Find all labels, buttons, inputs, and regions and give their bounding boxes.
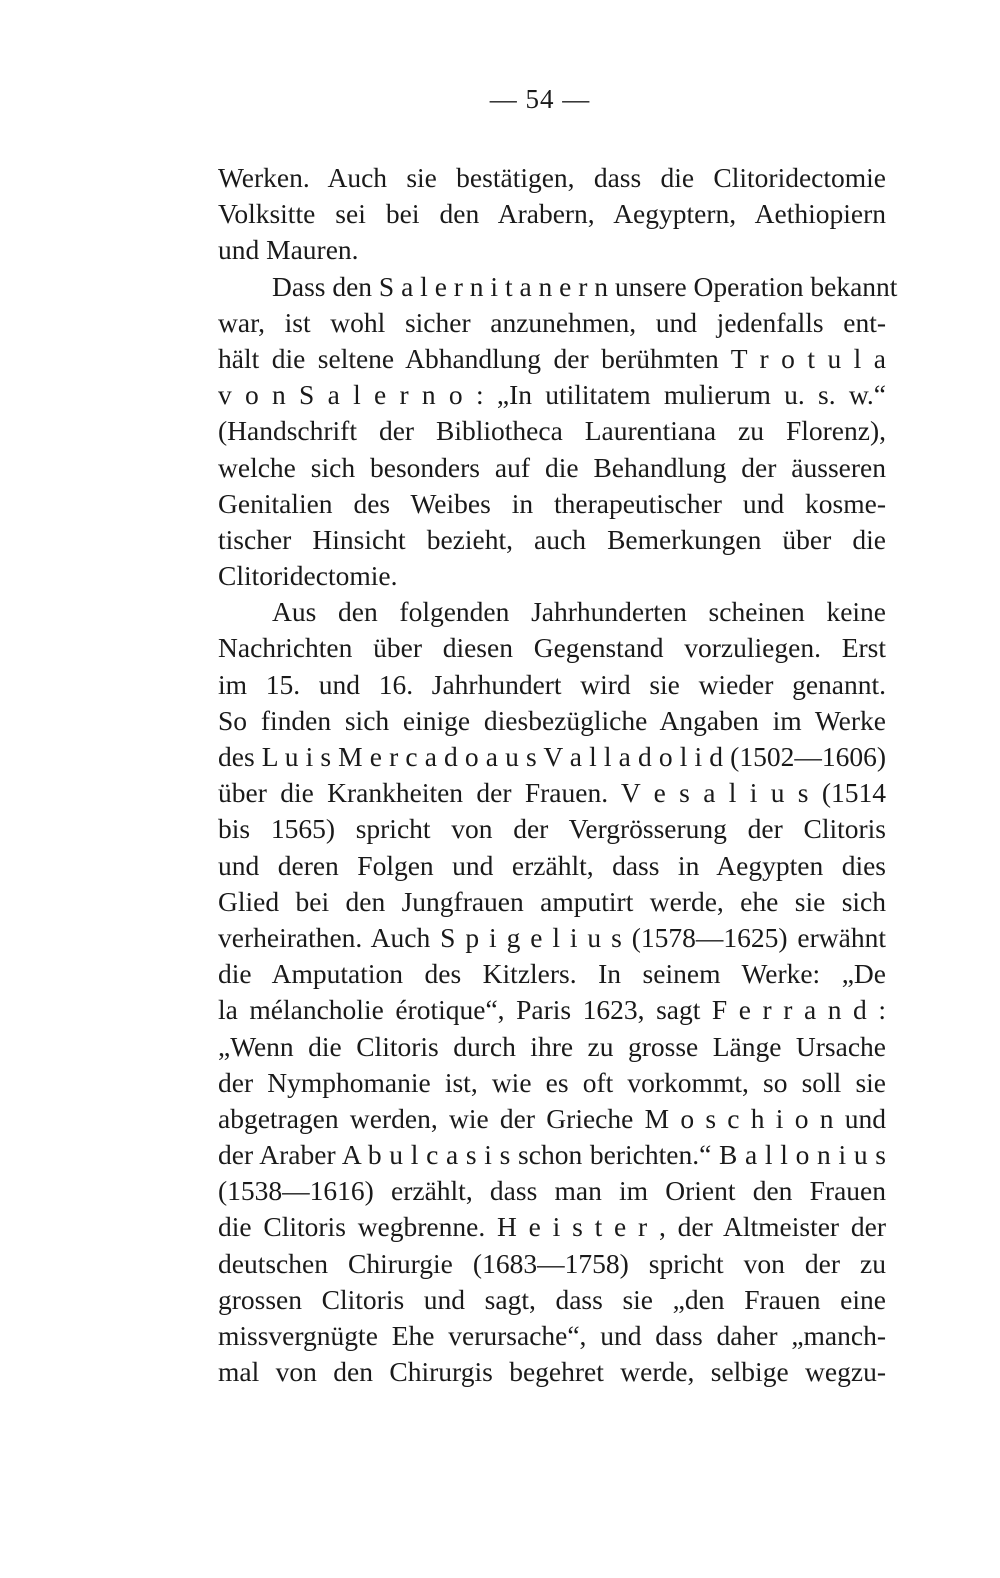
text-line: tischer Hinsicht bezieht, auch Bemerkungen über die [218, 523, 886, 555]
text-line: und deren Folgen und erzählt, dass in Aegypten dies [218, 849, 886, 881]
text-line: Werken. Auch sie bestätigen, dass die Clitoridectomie [218, 162, 886, 193]
text-line: Nachrichten über diesen Gegenstand vorzuliegen. Erst [218, 632, 886, 664]
text-line: und Mauren. [218, 234, 359, 266]
text-line: (1538—1616) erzählt, dass man im Orient den Frauen [218, 1175, 886, 1207]
text-line: im 15. und 16. Jahrhundert wird sie wieder genannt. [218, 668, 886, 700]
text-line: war, ist wohl sicher anzunehmen, und jedenfalls ent- [218, 306, 886, 338]
text-line: Genitalien des Weibes in therapeutischer und kosme- [218, 487, 886, 519]
text-line: die Amputation des Kitzlers. In seinem Werke: „De [218, 958, 886, 990]
text-line: grossen Clitoris und sagt, dass sie „den Frauen eine [218, 1283, 886, 1315]
text-line: der Araber A b u l c a s i s schon berichten.“ B a l l o n i u s [218, 1139, 886, 1171]
text-line: über die Krankheiten der Frauen. V e s a l i u s (1514 [218, 777, 886, 809]
text-line: mal von den Chirurgis begehret werde, selbige wegzu- [218, 1356, 886, 1388]
text-line: welche sich besonders auf die Behandlung der äusseren [218, 451, 886, 483]
text-line: Aus den folgenden Jahrhunderten scheinen keine [272, 596, 886, 628]
text-line: hält die seltene Abhandlung der berühmten T r o t u l a [218, 342, 886, 374]
text-line: la mélancholie érotique“, Paris 1623, sagt F e r r a n d : [218, 994, 886, 1026]
text-line: abgetragen werden, wie der Grieche M o s c h i o n und [218, 1102, 886, 1134]
text-line: des L u i s M e r c a d o a u s V a l l a d o l i d (1502—1606) [218, 741, 886, 772]
text-line: Clitoridectomie. [218, 560, 398, 592]
body-text [218, 160, 898, 1390]
text-line: Volksitte sei bei den Arabern, Aegyptern, Aethiopiern [218, 198, 886, 230]
text-line: „Wenn die Clitoris durch ihre zu grosse Länge Ursache [218, 1030, 886, 1062]
text-line: bis 1565) spricht von der Vergrösserung der Clitoris [218, 813, 886, 845]
text-line: v o n S a l e r n o : „In utilitatem mulierum u. s. w.“ [218, 379, 886, 411]
text-line: Dass den S a l e r n i t a n e r n unsere Operation bekannt [272, 270, 898, 302]
text-line: deutschen Chirurgie (1683—1758) spricht von der zu [218, 1247, 886, 1279]
text-line: der Nymphomanie ist, wie es oft vorkommt, so soll sie [218, 1066, 886, 1098]
text-line: (Handschrift der Bibliotheca Laurentiana zu Florenz), [218, 415, 886, 447]
page-number: — 54 — [489, 84, 591, 114]
text-line: verheirathen. Auch S p i g e l i u s (1578—1625) erwähnt [218, 921, 886, 953]
text-line: missvergnügte Ehe verursache“, und dass daher „manch- [218, 1320, 886, 1351]
text-line: die Clitoris wegbrenne. H e i s t e r , der Altmeister der [218, 1211, 886, 1243]
text-line: So finden sich einige diesbezügliche Angaben im Werke [218, 704, 886, 736]
text-line: Glied bei den Jungfrauen amputirt werde, ehe sie sich [218, 885, 886, 917]
